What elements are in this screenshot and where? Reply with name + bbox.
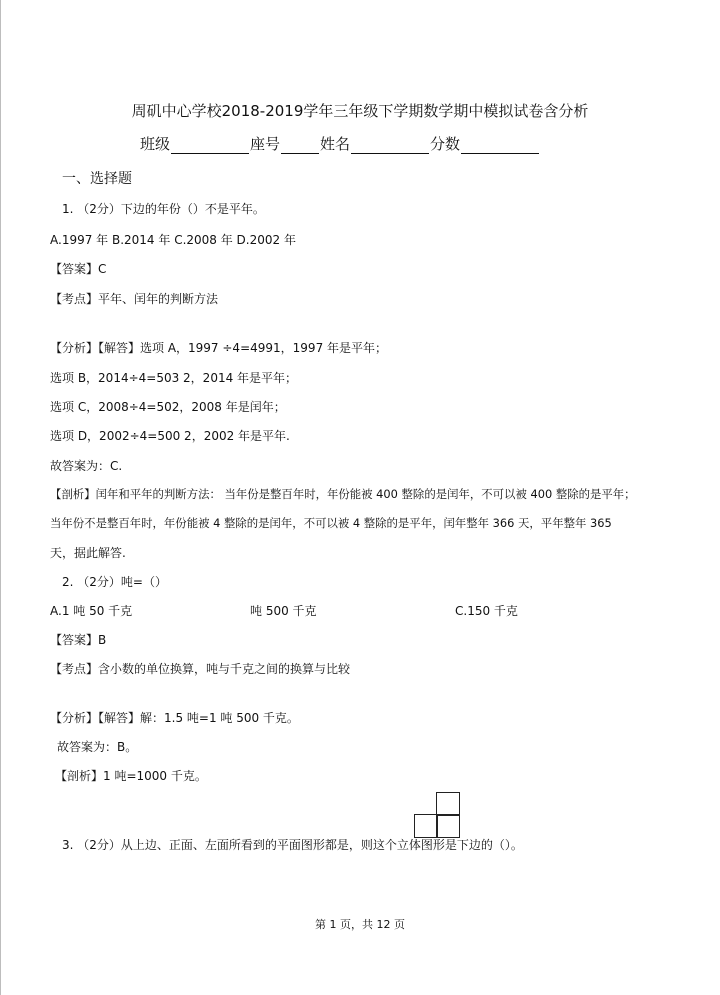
class-blank[interactable] <box>171 138 249 154</box>
q1-analysis-line: 故答案为：C. <box>50 459 123 473</box>
figure-square <box>436 814 460 838</box>
name-blank[interactable] <box>351 138 429 154</box>
q3-view-figure <box>414 792 460 838</box>
q2-explanation: 【剖析】1 吨=1000 千克。 <box>55 769 207 783</box>
name-label: 姓名 <box>320 135 351 153</box>
figure-square <box>436 792 460 816</box>
q1-explanation-line: 【剖析】闰年和平年的判断方法： 当年份是整百年时，年份能被 400 整除的是闰年，不可以被 400 整除的是平年； <box>50 487 636 501</box>
page-footer: 第 1 页，共 12 页 <box>315 918 405 931</box>
q2-option-b: 吨 500 千克 <box>250 604 317 618</box>
figure-square <box>414 814 438 838</box>
page-left-border <box>0 0 1 995</box>
q2-kaodian: 【考点】含小数的单位换算，吨与千克之间的换算与比较 <box>50 662 351 676</box>
student-info-row <box>140 133 540 154</box>
q2-conclusion: 故答案为：B。 <box>57 740 138 754</box>
seat-blank[interactable] <box>281 138 319 154</box>
q2-answer: 【答案】B <box>50 633 107 647</box>
q1-explanation-line: 天，据此解答. <box>50 546 126 560</box>
q2-stem: 2. （2分）吨=（） <box>62 575 167 589</box>
section-heading: 一、选择题 <box>62 171 132 187</box>
q2-analysis: 【分析】【解答】解：1.5 吨=1 吨 500 千克。 <box>50 711 299 725</box>
page-title: 周矶中心学校2018-2019学年三年级下学期数学期中模拟试卷含分析 <box>131 102 589 120</box>
q1-analysis-line: 选项 C，2008÷4=502，2008 年是闰年； <box>50 400 286 414</box>
seat-label: 座号 <box>250 135 281 153</box>
q1-analysis-line: 【分析】【解答】选项 A，1997 ÷4=4991，1997 年是平年； <box>50 341 388 355</box>
q1-analysis-line: 选项 B，2014÷4=503 2，2014 年是平年； <box>50 371 298 385</box>
q3-stem: 3. （2分）从上边、正面、左面所看到的平面图形都是，则这个立体图形是下边的（）。 <box>62 838 523 852</box>
q2-option-a: A.1 吨 50 千克 <box>50 604 133 618</box>
q1-analysis-line: 选项 D，2002÷4=500 2，2002 年是平年. <box>50 429 290 443</box>
score-label: 分数 <box>430 135 461 153</box>
q1-stem: 1. （2分）下边的年份（）不是平年。 <box>62 202 265 216</box>
q1-explanation-line: 当年份不是整百年时，年份能被 4 整除的是闰年，不可以被 4 整除的是平年，闰年整年 366 天，平年整年 365 <box>50 516 612 530</box>
score-blank[interactable] <box>461 138 539 154</box>
q1-options: A.1997 年 B.2014 年 C.2008 年 D.2002 年 <box>50 233 296 247</box>
class-label: 班级 <box>140 135 171 153</box>
q1-kaodian: 【考点】平年、闰年的判断方法 <box>50 292 219 306</box>
q1-answer: 【答案】C <box>50 262 107 276</box>
q2-option-c: C.150 千克 <box>455 604 518 618</box>
